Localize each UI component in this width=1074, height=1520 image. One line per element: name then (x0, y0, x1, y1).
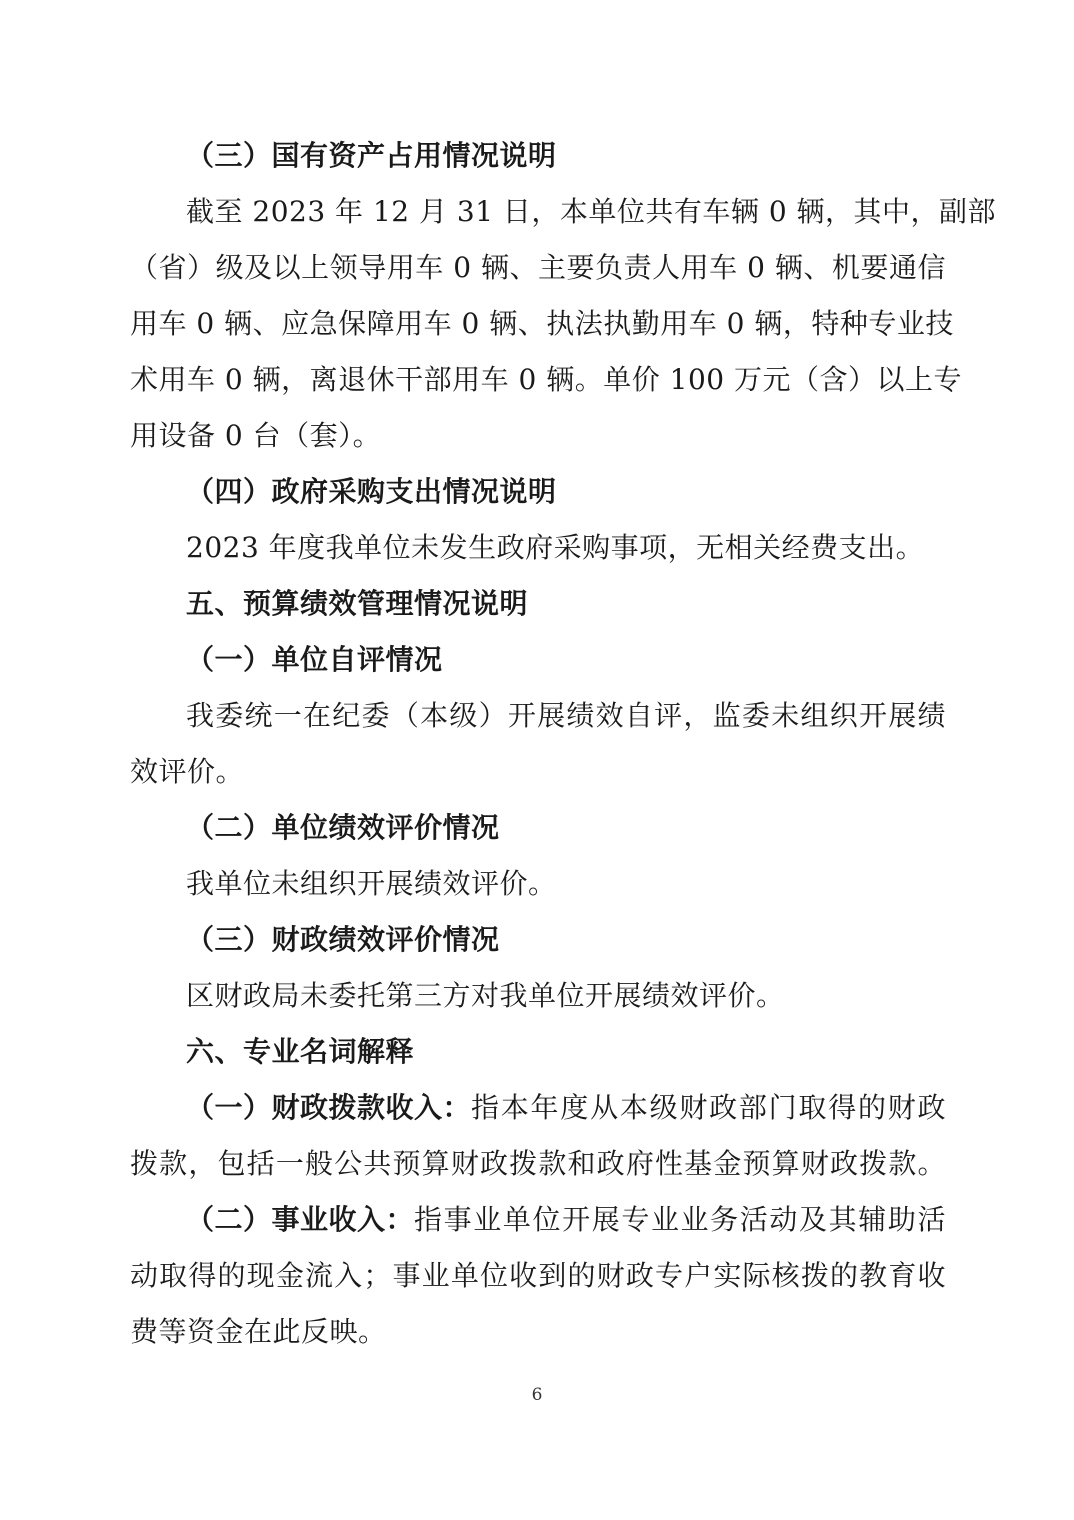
page-number: 6 (531, 1385, 543, 1405)
assets-line-2: （省）级及以上领导用车 0 辆、主要负责人用车 0 辆、机要通信 (130, 251, 946, 284)
fiscal-eval-text: 区财政局未委托第三方对我单位开展绩效评价。 (186, 979, 785, 1012)
assets-line-3: 用车 0 辆、应急保障用车 0 辆、执法执勤用车 0 辆，特种专业技 (130, 307, 954, 340)
assets-heading: （三）国有资产占用情况说明 (186, 139, 557, 172)
unit-eval-heading: （二）单位绩效评价情况 (186, 811, 500, 844)
term1-line-2: 拨款，包括一般公共预算财政拨款和政府性基金预算财政拨款。 (130, 1147, 946, 1180)
self-eval-line-1: 我委统一在纪委（本级）开展绩效自评，监委未组织开展绩 (186, 699, 946, 732)
self-eval-line-2: 效评价。 (130, 755, 245, 788)
term2-line-3: 费等资金在此反映。 (130, 1315, 387, 1348)
term1-definition-start: 指本年度从本级财政部门取得的财政 (471, 1091, 946, 1124)
term1-line-1 (186, 1088, 946, 1128)
term2-line-2: 动取得的现金流入；事业单位收到的财政专户实际核拨的教育收 (130, 1259, 946, 1292)
term2-label: （二）事业收入： (186, 1203, 415, 1236)
self-eval-heading: （一）单位自评情况 (186, 643, 443, 676)
terms-heading: 六、专业名词解释 (186, 1035, 415, 1068)
performance-heading: 五、预算绩效管理情况说明 (186, 587, 529, 620)
fiscal-eval-heading: （三）财政绩效评价情况 (186, 923, 500, 956)
term2-definition-start: 指事业单位开展专业业务活动及其辅助活 (414, 1203, 946, 1236)
unit-eval-text: 我单位未组织开展绩效评价。 (186, 867, 557, 900)
assets-line-4: 术用车 0 辆，离退休干部用车 0 辆。单价 100 万元（含）以上专 (130, 363, 962, 396)
term2-line-1 (186, 1200, 946, 1240)
term1-label: （一）财政拨款收入： (186, 1091, 472, 1124)
assets-line-1: 截至 2023 年 12 月 31 日，本单位共有车辆 0 辆，其中，副部 (186, 195, 997, 228)
assets-line-5: 用设备 0 台（套）。 (130, 419, 382, 452)
procurement-text: 2023 年度我单位未发生政府采购事项，无相关经费支出。 (186, 531, 925, 564)
procurement-heading: （四）政府采购支出情况说明 (186, 475, 557, 508)
